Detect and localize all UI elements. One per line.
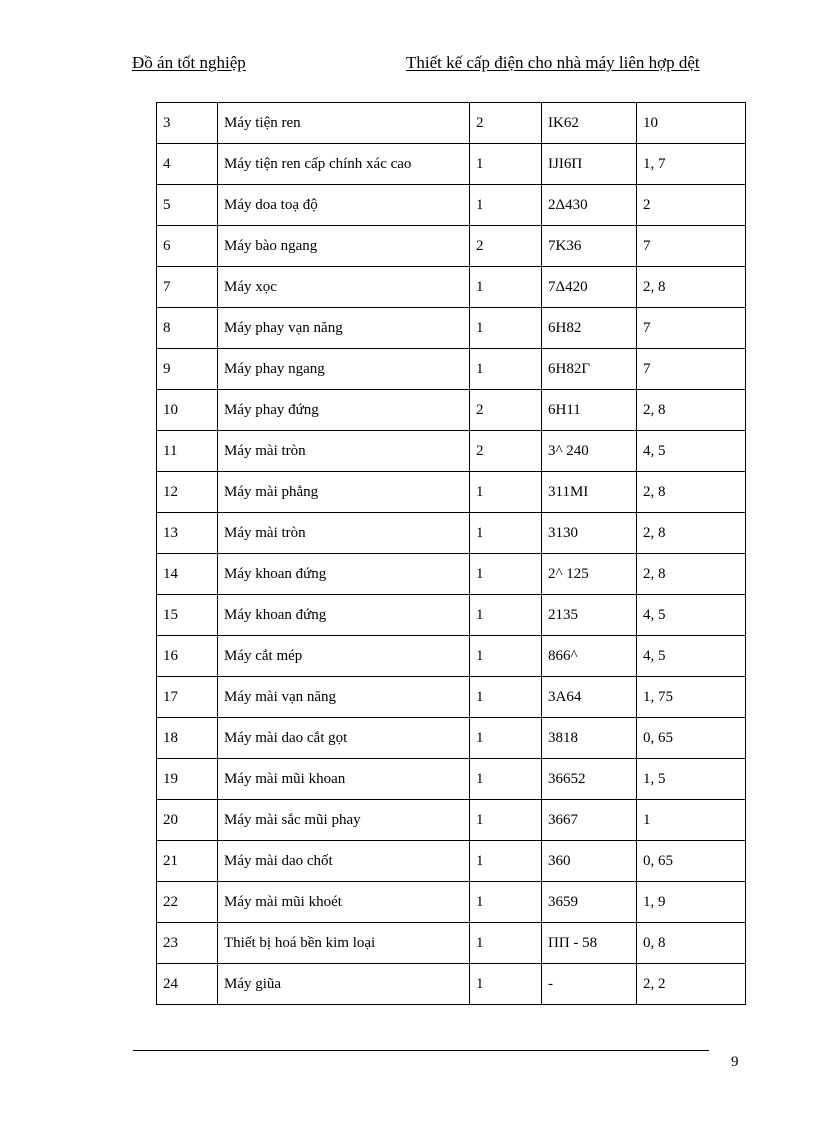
cell-quantity: 1 [470, 636, 542, 677]
cell-index: 15 [157, 595, 218, 636]
cell-model: 6H82 [542, 308, 637, 349]
cell-machine-name: Máy bào ngang [218, 226, 470, 267]
cell-index: 23 [157, 923, 218, 964]
cell-quantity: 1 [470, 349, 542, 390]
cell-machine-name: Máy mài tròn [218, 431, 470, 472]
cell-index: 9 [157, 349, 218, 390]
table-row [157, 882, 746, 923]
cell-model: IJI6Π [542, 144, 637, 185]
cell-power: 2 [637, 185, 746, 226]
table-row [157, 513, 746, 554]
cell-quantity: 1 [470, 185, 542, 226]
cell-machine-name: Máy mài tròn [218, 513, 470, 554]
cell-model: 3A64 [542, 677, 637, 718]
cell-model: 7Δ420 [542, 267, 637, 308]
cell-model: 866^ [542, 636, 637, 677]
cell-power: 7 [637, 349, 746, 390]
cell-machine-name: Máy xọc [218, 267, 470, 308]
cell-index: 24 [157, 964, 218, 1005]
cell-model: - [542, 964, 637, 1005]
cell-quantity: 1 [470, 595, 542, 636]
cell-index: 5 [157, 185, 218, 226]
table-row [157, 103, 746, 144]
cell-model: 2135 [542, 595, 637, 636]
cell-quantity: 1 [470, 513, 542, 554]
cell-model: 6H11 [542, 390, 637, 431]
cell-quantity: 1 [470, 882, 542, 923]
cell-machine-name: Máy khoan đứng [218, 595, 470, 636]
cell-power: 2, 8 [637, 472, 746, 513]
cell-index: 7 [157, 267, 218, 308]
page-number: 9 [731, 1054, 739, 1070]
cell-machine-name: Máy phay ngang [218, 349, 470, 390]
cell-quantity: 2 [470, 390, 542, 431]
table-row [157, 841, 746, 882]
table-row [157, 185, 746, 226]
cell-machine-name: Máy cắt mép [218, 636, 470, 677]
cell-model: 6H82Γ [542, 349, 637, 390]
cell-power: 1, 7 [637, 144, 746, 185]
cell-index: 6 [157, 226, 218, 267]
cell-power: 2, 8 [637, 267, 746, 308]
cell-index: 17 [157, 677, 218, 718]
header-document-title: Thiết kế cấp điện cho nhà máy liên hợp dệt [406, 53, 700, 72]
cell-index: 13 [157, 513, 218, 554]
table-row [157, 964, 746, 1005]
cell-power: 2, 8 [637, 554, 746, 595]
cell-model: 2^ 125 [542, 554, 637, 595]
cell-power: 4, 5 [637, 431, 746, 472]
table-row [157, 226, 746, 267]
cell-machine-name: Thiết bị hoá bền kim loại [218, 923, 470, 964]
cell-quantity: 1 [470, 308, 542, 349]
cell-model: 36652 [542, 759, 637, 800]
cell-machine-name: Máy phay đứng [218, 390, 470, 431]
cell-quantity: 1 [470, 718, 542, 759]
cell-model: IK62 [542, 103, 637, 144]
cell-model: 311MI [542, 472, 637, 513]
cell-power: 4, 5 [637, 636, 746, 677]
cell-quantity: 1 [470, 759, 542, 800]
cell-quantity: 2 [470, 103, 542, 144]
cell-model: 3130 [542, 513, 637, 554]
cell-index: 11 [157, 431, 218, 472]
table-row [157, 595, 746, 636]
cell-machine-name: Máy mài vạn năng [218, 677, 470, 718]
cell-power: 0, 65 [637, 718, 746, 759]
table-row [157, 390, 746, 431]
cell-index: 20 [157, 800, 218, 841]
table-row [157, 267, 746, 308]
cell-power: 10 [637, 103, 746, 144]
cell-power: 1, 5 [637, 759, 746, 800]
cell-index: 18 [157, 718, 218, 759]
cell-model: 3659 [542, 882, 637, 923]
cell-index: 8 [157, 308, 218, 349]
cell-machine-name: Máy mài dao cắt gọt [218, 718, 470, 759]
cell-model: 3667 [542, 800, 637, 841]
cell-power: 2, 8 [637, 513, 746, 554]
cell-model: 2Δ430 [542, 185, 637, 226]
equipment-table [156, 102, 746, 1005]
cell-index: 4 [157, 144, 218, 185]
cell-quantity: 1 [470, 267, 542, 308]
cell-quantity: 1 [470, 800, 542, 841]
cell-machine-name: Máy phay vạn năng [218, 308, 470, 349]
cell-machine-name: Máy tiện ren [218, 103, 470, 144]
table-row [157, 308, 746, 349]
footer-divider [133, 1050, 709, 1051]
table-row [157, 759, 746, 800]
cell-quantity: 1 [470, 472, 542, 513]
cell-quantity: 1 [470, 964, 542, 1005]
cell-index: 10 [157, 390, 218, 431]
table-row [157, 431, 746, 472]
cell-power: 4, 5 [637, 595, 746, 636]
cell-model: 7K36 [542, 226, 637, 267]
cell-index: 14 [157, 554, 218, 595]
cell-model: ПП - 58 [542, 923, 637, 964]
cell-model: 360 [542, 841, 637, 882]
cell-machine-name: Máy giũa [218, 964, 470, 1005]
cell-index: 19 [157, 759, 218, 800]
cell-quantity: 1 [470, 923, 542, 964]
cell-power: 2, 2 [637, 964, 746, 1005]
cell-machine-name: Máy tiện ren cấp chính xác cao [218, 144, 470, 185]
cell-quantity: 2 [470, 226, 542, 267]
equipment-table-body [157, 103, 746, 1005]
cell-quantity: 1 [470, 554, 542, 595]
cell-index: 16 [157, 636, 218, 677]
table-row [157, 923, 746, 964]
cell-index: 21 [157, 841, 218, 882]
table-row [157, 636, 746, 677]
cell-power: 0, 65 [637, 841, 746, 882]
table-row [157, 349, 746, 390]
cell-power: 2, 8 [637, 390, 746, 431]
cell-machine-name: Máy mài sắc mũi phay [218, 800, 470, 841]
table-row [157, 554, 746, 595]
cell-index: 22 [157, 882, 218, 923]
cell-power: 1, 75 [637, 677, 746, 718]
cell-power: 0, 8 [637, 923, 746, 964]
table-row [157, 677, 746, 718]
cell-machine-name: Máy khoan đứng [218, 554, 470, 595]
cell-quantity: 2 [470, 431, 542, 472]
table-row [157, 144, 746, 185]
header-document-type: Đồ án tốt nghiệp [132, 53, 246, 72]
cell-machine-name: Máy mài dao chốt [218, 841, 470, 882]
cell-model: 3^ 240 [542, 431, 637, 472]
cell-power: 1, 9 [637, 882, 746, 923]
cell-quantity: 1 [470, 841, 542, 882]
cell-quantity: 1 [470, 144, 542, 185]
cell-power: 1 [637, 800, 746, 841]
cell-power: 7 [637, 308, 746, 349]
cell-machine-name: Máy doa toạ độ [218, 185, 470, 226]
cell-machine-name: Máy mài phẳng [218, 472, 470, 513]
table-row [157, 472, 746, 513]
cell-machine-name: Máy mài mũi khoét [218, 882, 470, 923]
cell-index: 12 [157, 472, 218, 513]
page-header [132, 52, 732, 76]
cell-index: 3 [157, 103, 218, 144]
cell-model: 3818 [542, 718, 637, 759]
cell-quantity: 1 [470, 677, 542, 718]
table-row [157, 800, 746, 841]
cell-machine-name: Máy mài mũi khoan [218, 759, 470, 800]
table-row [157, 718, 746, 759]
cell-power: 7 [637, 226, 746, 267]
